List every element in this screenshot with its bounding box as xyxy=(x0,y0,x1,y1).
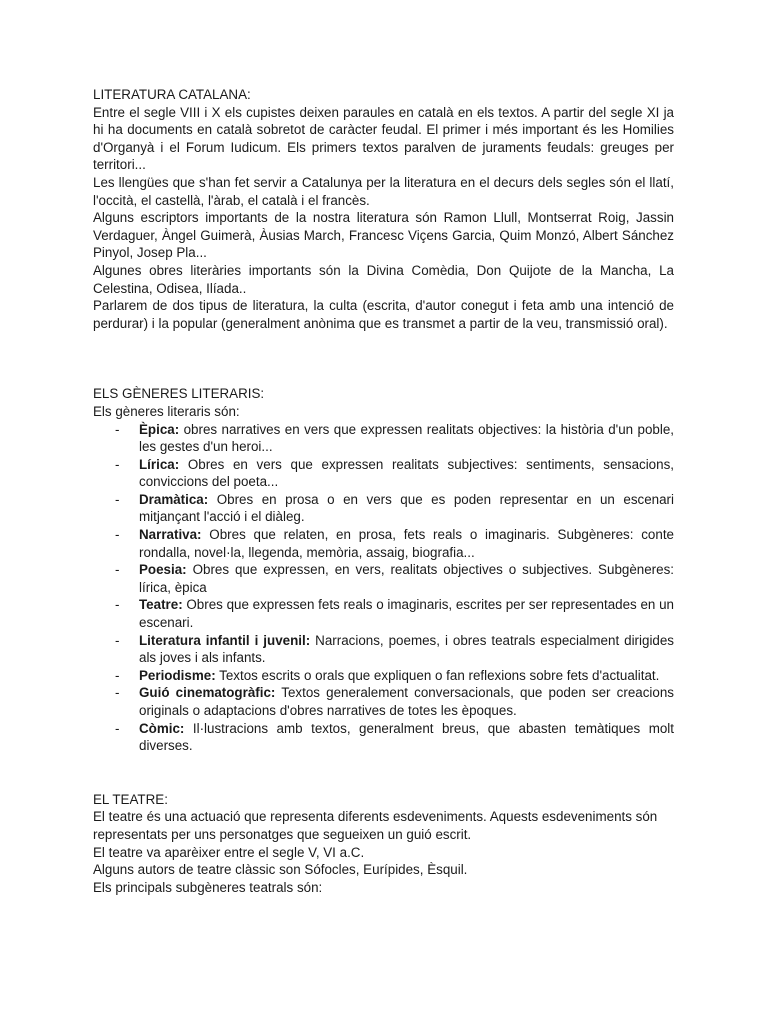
paragraph: El teatre va aparèixer entre el segle V, VI a.C. xyxy=(93,844,365,860)
list-bullet: - xyxy=(115,421,120,437)
genre-description: Textos generalement conversacionals, que poden ser creacions originals o adaptacions d'obres narratives de totes les èpoques. xyxy=(139,685,674,718)
list-intro: Els gèneres literaris són: xyxy=(93,403,240,419)
list-item xyxy=(93,526,674,561)
genre-description: Obres que expressen, en vers, realitats objectives o subjectives. Subgèneres: lírica, èpica xyxy=(139,562,674,595)
list-item xyxy=(93,561,674,596)
genre-description: Obres que expressen fets reals o imaginaris, escrites per ser representades en un escenari. xyxy=(139,597,674,631)
genre-description: Obres que relaten, en prosa, fets reals o imaginaris. Subgèneres: conte rondalla, novel·la, llegenda, memòria, assaig, biografia... xyxy=(139,527,674,560)
list-item xyxy=(93,720,674,755)
list-item xyxy=(93,421,674,456)
document-page xyxy=(93,86,674,896)
list-bullet: - xyxy=(115,685,120,701)
section-heading: EL TEATRE: xyxy=(93,791,168,807)
paragraph: El teatre és una actuació que representa diferents esdeveniments. Aquests esdeveniments són representats per uns personatges que segueixen un guió escrit. xyxy=(93,809,658,842)
list-bullet: - xyxy=(115,562,120,578)
list-bullet: - xyxy=(115,720,120,736)
section-heading: ELS GÈNERES LITERARIS: xyxy=(93,386,265,402)
paragraph: Alguns autors de teatre clàssic son Sófocles, Eurípides, Èsquil. xyxy=(93,862,468,878)
genre-term: Lírica: xyxy=(139,456,180,472)
genre-term: Guió cinematogràfic: xyxy=(139,685,276,701)
genre-description: Il·lustracions amb textos, generalment breus, que abasten temàtiques molt diverses. xyxy=(139,720,674,754)
genre-term: Còmic: xyxy=(139,720,185,736)
list-item xyxy=(93,667,674,685)
paragraph: Els principals subgèneres teatrals són: xyxy=(93,879,323,895)
paragraph: Les llengües que s'han fet servir a Catalunya per la literatura en el decurs dels segles són el llatí, l'occità, el castellà, l'àrab, el català i el francès. xyxy=(93,174,674,208)
list-bullet: - xyxy=(115,597,120,613)
genre-description: Obres en prosa o en vers que es poden representar en un escenari mitjançant l'acció i el diàleg. xyxy=(139,491,674,525)
list-bullet: - xyxy=(115,632,120,648)
paragraph: Entre el segle VIII i X els cupistes deixen paraules en català en els textos. A partir del segle XI ja hi ha documents en català sobretot de caràcter feudal. El primer i més important és les Homilies d'Organyà i el Forum Iudicum. Els primers textos paralven de juraments feudals: greuges per territori... xyxy=(93,104,674,173)
paragraph: Alguns escriptors importants de la nostra literatura són Ramon Llull, Montserrat Roig, Jassin Verdaguer, Àngel Guimerà, Àusias March, Francesc Viçens Garcia, Quim Monzó, Albert Sánchez Pinyol, Josep Pla... xyxy=(93,210,674,261)
section-el-teatre xyxy=(93,791,674,897)
genre-term: Èpica: xyxy=(139,421,180,437)
genre-description: Narracions, poemes, i obres teatrals especialment dirigides als joves i als infants. xyxy=(139,632,675,666)
list-item xyxy=(93,456,674,491)
list-bullet: - xyxy=(115,456,120,472)
genre-description: obres narratives en vers que expressen realitats objectives: la història d'un poble, les gestes d'un heroi... xyxy=(139,421,674,455)
section-literatura-catalana xyxy=(93,86,674,332)
section-heading: LITERATURA CATALANA: xyxy=(93,87,251,102)
genre-term: Literatura infantil i juvenil: xyxy=(139,632,311,648)
genre-term: Dramàtica: xyxy=(139,491,209,507)
list-item xyxy=(93,596,674,631)
list-bullet: - xyxy=(115,491,120,507)
list-bullet: - xyxy=(115,527,120,543)
genre-term: Poesia: xyxy=(139,562,187,578)
genre-term: Teatre: xyxy=(139,597,183,613)
genre-list xyxy=(93,421,674,755)
genre-description: Obres en vers que expressen realitats subjectives: sentiments, sensacions, conviccions del poeta... xyxy=(139,456,674,490)
genre-description: Textos escrits o orals que expliquen o fan reflexions sobre fets d'actualitat. xyxy=(215,667,660,683)
section-generes-literaris xyxy=(93,385,674,754)
list-item xyxy=(93,632,674,667)
genre-term: Periodisme: xyxy=(139,667,216,683)
paragraph: Algunes obres literàries importants són la Divina Comèdia, Don Quijote de la Mancha, La Celestina, Odisea, Ilíada.. xyxy=(93,262,674,296)
list-item xyxy=(93,491,674,526)
paragraph: Parlarem de dos tipus de literatura, la culta (escrita, d'autor conegut i feta amb una intenció de perdurar) i la popular (generalment anònima que es transmet a partir de la veu, transmissió oral). xyxy=(93,298,674,331)
genre-term: Narrativa: xyxy=(139,527,202,543)
list-item xyxy=(93,684,674,719)
list-bullet: - xyxy=(115,667,120,683)
